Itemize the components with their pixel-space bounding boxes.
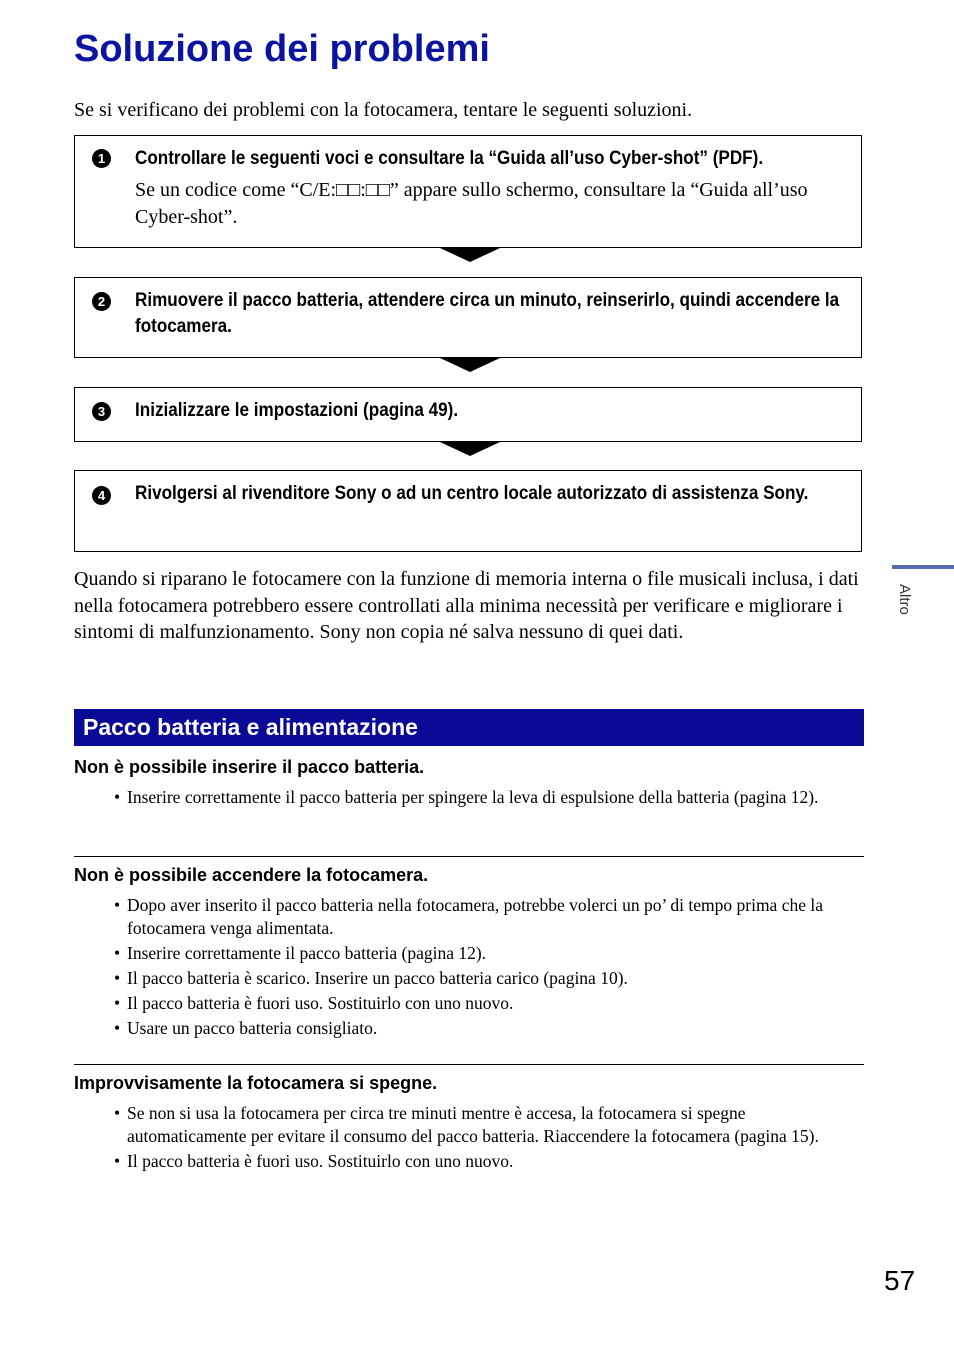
step-number: 4 [92,486,111,505]
divider [74,1064,864,1065]
section-heading: Pacco batteria e alimentazione [74,709,864,746]
problem-title: Non è possibile accendere la fotocamera. [74,865,429,885]
list-item: • Il pacco batteria è fuori uso. Sostituirlo con uno nuovo. [114,1150,864,1173]
step-heading: Inizializzare le impostazioni (pagina 49). [135,400,459,421]
page-number: 57 [884,1265,916,1296]
page-title: Soluzione dei problemi [74,28,490,70]
list-item: • Il pacco batteria è scarico. Inserire un pacco batteria carico (pagina 10). [114,967,864,990]
step-number: 1 [92,149,111,168]
step-number: 3 [92,402,111,421]
step-3-box [74,387,862,442]
step-1-box [74,135,862,248]
list-item: • Dopo aver inserito il pacco batteria nella fotocamera, potrebbe volerci un po’ di tempo prima che la fotocamera venga alimentata. [114,894,864,939]
problem-title: Improvvisamente la fotocamera si spegne. [74,1073,438,1093]
step-detail: Se un codice come “C/E:□□:□□” appare sullo schermo, consultare la “Guida all’uso Cyber-shot”. [135,179,808,228]
problem-title: Non è possibile inserire il pacco batteria. [74,757,425,777]
solution-list [114,1102,864,1175]
step-heading: Controllare le seguenti voci e consultare la “Guida all’uso Cyber-shot” (PDF). [135,148,764,169]
list-item: • Inserire correttamente il pacco batteria per spingere la leva di espulsione della batteria (pagina 12). [114,786,864,809]
divider [74,856,864,857]
down-arrow-icon [440,248,500,262]
step-heading: Rimuovere il pacco batteria, attendere circa un minuto, reinserirlo, quindi accendere la fotocamera. [135,290,840,337]
solution-list [114,894,864,1042]
list-item: • Se non si usa la fotocamera per circa tre minuti mentre è accesa, la fotocamera si spegne automaticamente per evitare il consumo del pacco batteria. Riaccendere la fotocamera (pagina 15). [114,1102,864,1147]
down-arrow-icon [440,442,500,456]
step-heading: Rivolgersi al rivenditore Sony o ad un centro locale autorizzato di assistenza Sony. [135,483,809,504]
list-item: • Inserire correttamente il pacco batteria (pagina 12). [114,942,864,965]
list-item: • Usare un pacco batteria consigliato. [114,1017,864,1040]
repair-note: Quando si riparano le fotocamere con la funzione di memoria interna o file musicali inclusa, i dati nella fotocamera potrebbero essere controllati alla minima necessità per verificare e migliorare i sintomi di malfunzionamento. Sony non copia né salva nessuno di quei dati. [74,568,859,643]
list-item: • Il pacco batteria è fuori uso. Sostituirlo con uno nuovo. [114,992,864,1015]
step-number: 2 [92,292,111,311]
step-4-box [74,470,862,552]
down-arrow-icon [440,358,500,372]
solution-list [114,786,864,811]
intro-text: Se si verificano dei problemi con la fotocamera, tentare le seguenti soluzioni. [74,99,693,121]
side-tab-marker [892,565,954,569]
side-tab-label: Altro [896,584,913,615]
step-2-box [74,277,862,358]
